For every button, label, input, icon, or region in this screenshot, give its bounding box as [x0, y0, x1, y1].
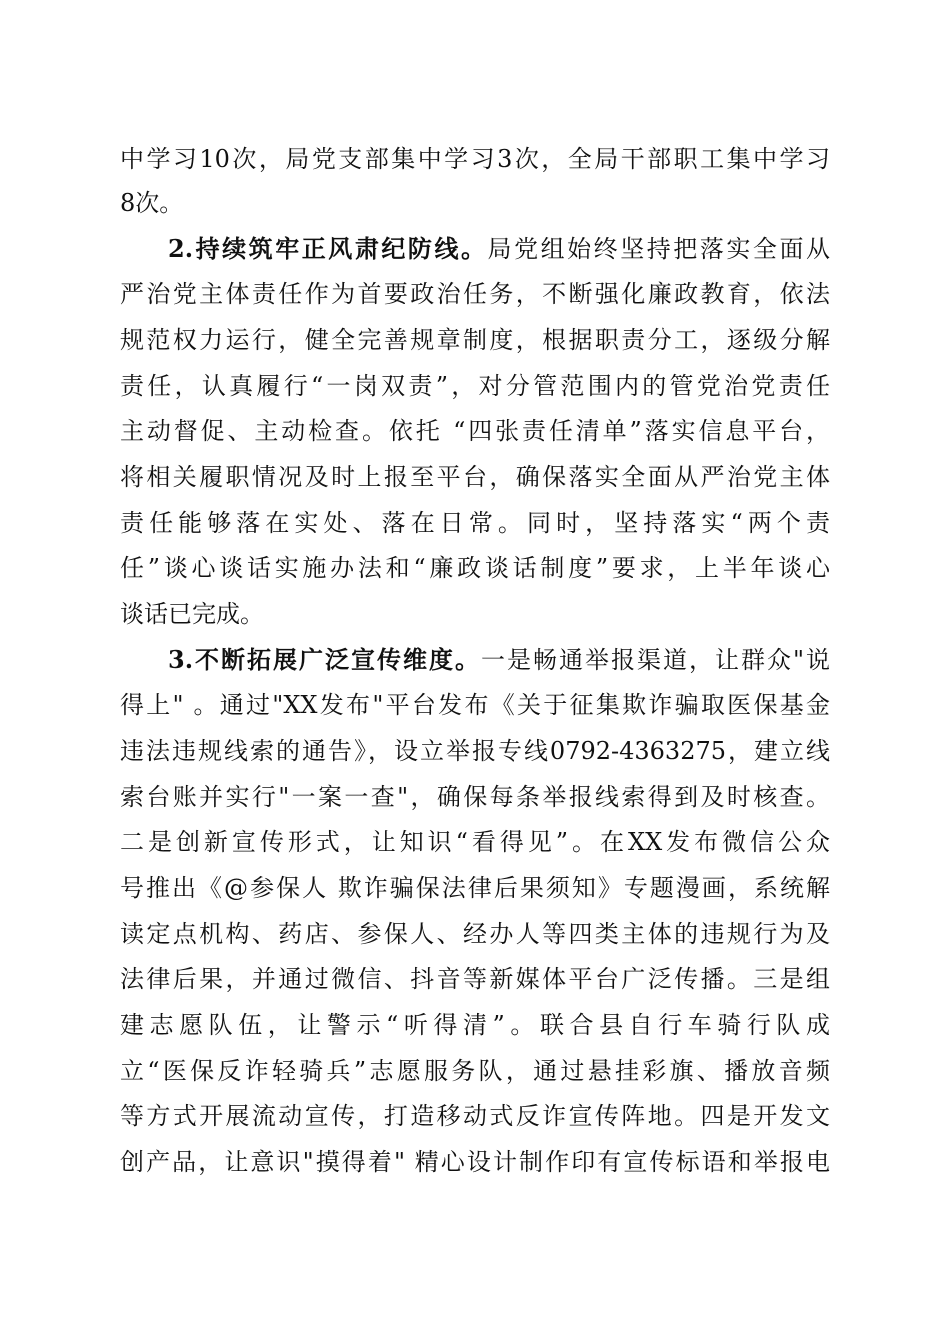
- paragraph-line: 责任能够落在实处、落在日常。同时，坚持落实“两个责: [120, 509, 830, 537]
- paragraph-line: 创产品，让意识"摸得着" 精心设计制作印有宣传标语和举报电: [120, 1148, 830, 1176]
- paragraph-text: 一是畅通举报渠道，让群众"说: [481, 646, 830, 674]
- paragraph-line: 中学习10次，局党支部集中学习3次，全局干部职工集中学习: [120, 145, 830, 173]
- paragraph-line: 严治党主体责任作为首要政治任务，不断强化廉政教育，依法: [120, 280, 830, 308]
- paragraph-line: 索台账并实行"一案一查"，确保每条举报线索得到及时核查。: [120, 783, 830, 811]
- paragraph-line: [168, 640, 830, 680]
- paragraph-line: 等方式开展流动宣传，打造移动式反诈宣传阵地。四是开发文: [120, 1102, 830, 1130]
- paragraph-line: [168, 229, 830, 269]
- paragraph-line: 号推出《@参保人 欺诈骗保法律后果须知》专题漫画，系统解: [120, 874, 830, 902]
- paragraph-line: 违法违规线索的通告》，设立举报专线0792-4363275，建立线: [120, 737, 830, 765]
- section-heading-number: 3.: [168, 645, 194, 674]
- paragraph-line: 得上" 。通过"XX发布"平台发布《关于征集欺诈骗取医保基金: [120, 691, 830, 719]
- paragraph-line: 建志愿队伍，让警示“听得清”。联合县自行车骑行队成: [120, 1011, 830, 1039]
- paragraph-line: 将相关履职情况及时上报至平台，确保落实全面从严治党主体: [120, 463, 830, 491]
- section-heading: 不断拓展广泛宣传维度。: [193, 645, 482, 674]
- paragraph-text: 局党组始终坚持把落实全面从: [487, 235, 830, 263]
- paragraph-line: 8次。: [120, 189, 184, 217]
- paragraph-line: 二是创新宣传形式，让知识“看得见”。在XX发布微信公众: [120, 828, 830, 856]
- paragraph-line: 责任，认真履行“一岗双责”，对分管范围内的管党治党责任: [120, 372, 830, 400]
- paragraph-line: 谈话已完成。: [120, 600, 264, 628]
- paragraph-line: 任”谈心谈话实施办法和“廉政谈话制度”要求，上半年谈心: [120, 554, 830, 582]
- paragraph-line: 主动督促、主动检查。依托 “四张责任清单”落实信息平台，: [120, 417, 830, 445]
- section-heading-number: 2.: [168, 234, 194, 263]
- paragraph-line: 读定点机构、药店、参保人、经办人等四类主体的违规行为及: [120, 920, 830, 948]
- section-heading: 持续筑牢正风肃纪防线。: [193, 234, 488, 263]
- paragraph-line: 法律后果，并通过微信、抖音等新媒体平台广泛传播。三是组: [120, 965, 830, 993]
- paragraph-line: 立“医保反诈轻骑兵”志愿服务队，通过悬挂彩旗、播放音频: [120, 1057, 830, 1085]
- paragraph-line: 规范权力运行，健全完善规章制度，根据职责分工，逐级分解: [120, 326, 830, 354]
